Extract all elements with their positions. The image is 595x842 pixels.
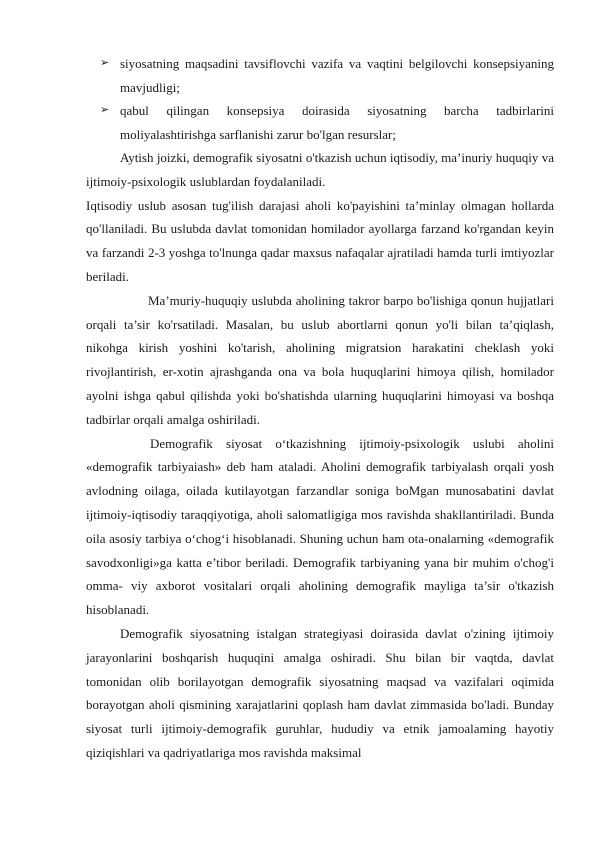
paragraph-strategy: Demografik siyosatning istalgan strategiyasi doirasida davlat o'zining ijtimoiy jarayonlarini boshqarish huquqini amalga oshiradi. Shu bilan bir vaqtda, davlat tomonidan olib borilayotgan demografik siyosatning maqsad va vazifalari oqimida borayotgan aholi qismining xarajatlarini qoplash ham davlat zimmasida bo'ladi. Bunday siyosat turli ijtimoiy-demografik guruhlar, hududiy va etnik jamoalaming hayotiy qiziqishlari va qadriyatlariga mos ravishda maksimal [86, 625, 554, 760]
arrow-bullet-icon: ➢ [100, 104, 110, 116]
paragraph-administrative-method: Ma’muriy-huquqiy uslubda aholining takror barpo bo'lishiga qonun hujjatlari orqali ta’sir ko'rsatiladi. Masalan, bu uslub abortlarni qonun yo'li bilan ta’qiqlash, nikohga kirish yoshini ko'tarish, aholining migratsion harakatini cheklash yoki rivojlantirish, er-xotin ajrashganda ona va bola huquqlarini himoya qilish, homilador ayolni ishga qabul qilishda yoki bo'shatishda ularning huquqlarini himoyasi va boshqa tadbirlar orqali amalga oshiriladi. [86, 292, 554, 427]
bullet-item [86, 99, 554, 146]
bullet-text: siyosatning maqsadini tavsiflovchi vazifa va vaqtini belgilovchi konsepsiyaning mavjudligi; [120, 56, 554, 95]
arrow-bullet-icon: ➢ [100, 57, 110, 69]
paragraph-methods-intro: Aytish joizki, demografik siyosatni o'tkazish uchun iqtisodiy, ma’inuriy huquqiy va ijtimoiy-psixologik uslublardan foydalaniladi. [86, 150, 554, 189]
paragraph-economic-method: Iqtisodiy uslub asosan tug'ilish darajasi aholi ko'payishini ta’minlay olmagan hollarda qo'llaniladi. Bu uslubda davlat tomonidan homilador ayollarga farzand ko'rgandan keyin va farzandi 2-3 yoshga to'lnunga qadar maxsus nafaqalar ajratiladi hamda turli imtiyozlar beriladi. [86, 197, 554, 284]
bullet-item [86, 52, 554, 99]
paragraph-psychological-method: Demografik siyosat o‘tkazishning ijtimoiy-psixologik uslubi aholini «demografik tarbiyaiash» deb ham ataladi. Aholini demografik tarbiyalash orqali yosh avlodning oilaga, oilada kutilayotgan farzandlar soniga boMgan munosabatini davlat ijtimoiy-iqtisodiy taraqqiyotiga, aholi salomatligiga mos ravishda shakllantiriladi. Bunda oila asosiy tarbiya o‘chog‘i hisoblanadi. Shuning uchun ham ota-onalarning «demografik savodxonligi»ga katta e’tibor beriladi. Demografik tarbiyaning yana bir muhim o'chog'i omma- viy axborot vositalari orqali aholining demografik mayliga ta’sir o'tkazish hisoblanadi. [86, 435, 554, 618]
text-body [86, 52, 554, 765]
bullet-text: qabul qilingan konsepsiya doirasida siyosatning barcha tadbirlarini moliyalashtirishga sarflanishi zarur bo'lgan resurslar; [120, 103, 554, 142]
